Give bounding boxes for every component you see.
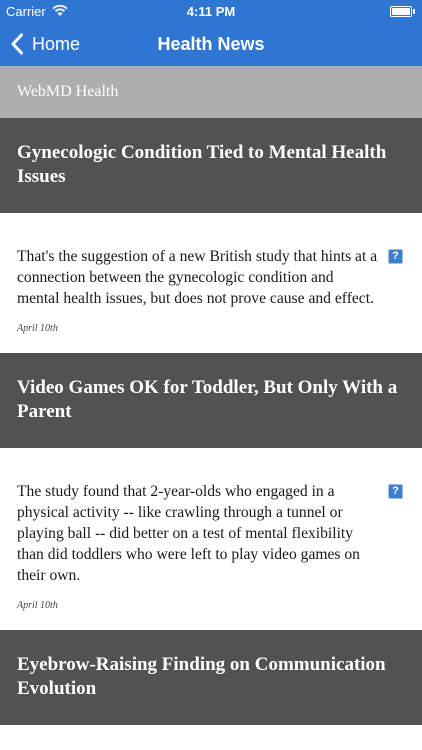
battery-icon: [390, 6, 412, 17]
article-summary: That's the suggestion of a new British study that hints at a connection between the gynecologic condition and mental health issues, but does not prove cause and effect.: [17, 248, 378, 307]
article-date: April 10th: [17, 600, 58, 611]
question-mark-icon[interactable]: ?: [388, 484, 403, 499]
article-summary-card[interactable]: [0, 725, 422, 750]
article-summary-card[interactable]: [0, 448, 422, 630]
status-bar: [0, 0, 422, 22]
article-title[interactable]: Video Games OK for Toddler, But Only With a Parent: [0, 353, 422, 448]
question-mark-icon[interactable]: ?: [388, 249, 403, 264]
article-title[interactable]: Eyebrow-Raising Finding on Communication Evolution: [0, 630, 422, 725]
navigation-bar: [0, 22, 422, 66]
page-title: Health News: [157, 34, 265, 54]
back-button[interactable]: [10, 22, 80, 66]
article-title[interactable]: Gynecologic Condition Tied to Mental Health Issues: [0, 118, 422, 213]
clock: 4:11 PM: [186, 4, 236, 19]
battery-tip: [413, 9, 415, 14]
back-button-label: Home: [32, 33, 81, 54]
chevron-left-icon: [10, 33, 24, 55]
carrier-label: Carrier: [6, 4, 46, 19]
article-summary: The study found that 2-year-olds who engaged in a physical activity -- like crawling through a tunnel or playing ball -- did better on a test of mental flexibility than did toddlers who were left to play video games on their own.: [17, 483, 360, 584]
article-date: April 10th: [17, 323, 58, 334]
article-summary-card[interactable]: [0, 213, 422, 353]
source-bar: WebMD Health: [0, 66, 422, 118]
